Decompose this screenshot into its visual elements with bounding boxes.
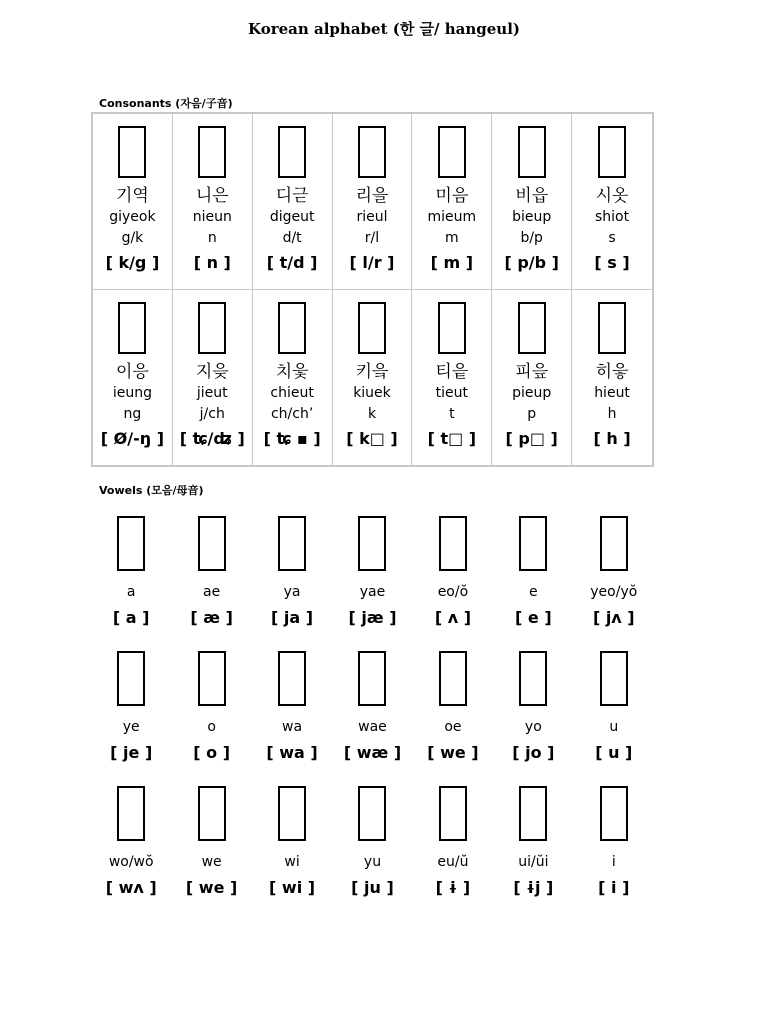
consonant-romanization: b/p [520,230,543,246]
missing-glyph-icon [439,651,467,706]
missing-glyph-icon [518,302,546,354]
missing-glyph-icon [198,302,226,354]
consonant-name: ieung [112,384,152,401]
missing-glyph-icon [438,302,466,354]
missing-glyph-icon [439,516,467,571]
vowel-ipa: [ je ] [110,743,153,762]
consonant-romanization: h [607,405,617,422]
missing-glyph-icon [278,786,306,841]
consonant-cell [333,290,413,466]
vowel-cell [332,516,412,629]
vowel-cell [493,786,573,899]
missing-glyph-icon [600,516,628,571]
consonant-cell [412,114,492,290]
vowel-romanization: we [201,854,222,870]
consonant-name: chieut [270,384,314,401]
vowel-cell [332,651,412,764]
consonant-romanization: j/ch [199,405,225,422]
vowel-ipa: [ ɨj ] [513,878,554,897]
vowel-cell [252,651,332,764]
vowel-ipa: [ ɨ ] [435,878,471,897]
missing-glyph-icon [600,786,628,841]
vowel-cell [574,651,654,764]
consonant-romanization: m [445,230,459,246]
missing-glyph-icon [117,651,145,706]
consonant-korean-name: 히읗 [595,361,629,382]
consonant-cell [173,114,253,290]
missing-glyph-icon [117,516,145,571]
consonant-name: hieut [594,384,630,401]
missing-glyph-icon [519,516,547,571]
consonant-romanization: r/l [364,230,380,246]
missing-glyph-icon [278,516,306,571]
consonant-ipa: [ p/b ] [504,253,559,272]
vowel-ipa: [ wʌ ] [105,878,157,897]
vowel-ipa: [ ju ] [351,878,394,897]
consonant-ipa: [ ʨ/ʥ ] [179,428,245,448]
consonant-ipa: [ n ] [193,253,231,272]
consonant-romanization: p [527,405,537,422]
consonant-cell [492,114,572,290]
vowel-romanization: eo/ŏ [437,584,469,600]
consonants-section-label: Consonants (자음/子音) [99,97,233,110]
consonant-cell [492,290,572,466]
vowel-ipa: [ wi ] [269,878,316,897]
vowel-cell [91,786,171,899]
missing-glyph-icon [358,302,386,354]
missing-glyph-icon [278,126,306,178]
vowel-romanization: i [611,854,616,870]
vowel-row [91,516,654,629]
vowel-row [91,786,654,899]
vowel-cell [413,516,493,629]
vowel-cell [332,786,412,899]
consonant-ipa: [ t/d ] [266,253,318,272]
consonant-ipa: [ t□ ] [427,428,477,448]
consonant-ipa: [ Ø/-ŋ ] [100,428,165,448]
vowel-ipa: [ jæ ] [348,608,397,627]
vowel-cell [493,516,573,629]
consonant-name: mieum [427,209,477,225]
vowel-romanization: ae [203,584,221,600]
vowel-ipa: [ wæ ] [343,743,402,762]
consonant-ipa: [ h ] [593,428,631,448]
vowel-romanization: yo [524,719,542,735]
missing-glyph-icon [358,651,386,706]
vowel-cell [574,786,654,899]
consonant-cell [173,290,253,466]
consonant-romanization: g/k [121,230,144,246]
missing-glyph-icon [198,786,226,841]
consonant-ipa: [ s ] [594,253,630,272]
consonant-romanization: n [207,230,217,246]
missing-glyph-icon [198,126,226,178]
consonant-table [91,112,654,467]
missing-glyph-icon [358,786,386,841]
missing-glyph-icon [198,651,226,706]
vowel-romanization: a [126,584,136,600]
consonant-cell [93,114,173,290]
missing-glyph-icon [278,651,306,706]
vowel-romanization: yeo/yŏ [590,584,638,600]
vowel-romanization: wo/wŏ [108,854,154,870]
missing-glyph-icon [600,651,628,706]
consonant-korean-name: 기역 [115,186,149,206]
vowel-romanization: eu/ŭ [437,854,469,870]
vowel-ipa: [ ʌ ] [434,608,472,627]
missing-glyph-icon [438,126,466,178]
consonant-name: tieut [435,384,469,401]
consonant-korean-name: 이응 [115,361,149,382]
vowel-cell [171,651,251,764]
consonant-romanization: s [608,230,616,246]
consonant-cell [253,290,333,466]
consonant-name: pieup [512,384,552,401]
consonant-romanization: ng [123,405,142,422]
vowel-romanization: oe [444,719,462,735]
vowels-section-label: Vowels (모음/母音) [99,484,204,497]
vowel-ipa: [ e ] [515,608,552,627]
consonant-ipa: [ p□ ] [505,428,558,448]
consonant-cell [572,290,652,466]
consonant-cell [412,290,492,466]
vowel-cell [252,516,332,629]
vowel-cell [413,651,493,764]
consonant-cell [93,290,173,466]
vowel-romanization: ya [283,584,301,600]
vowel-cell [574,516,654,629]
missing-glyph-icon [117,786,145,841]
consonant-name: nieun [192,209,232,225]
vowel-ipa: [ wa ] [266,743,318,762]
vowel-row [91,651,654,764]
consonant-korean-name: 지읒 [195,361,229,382]
vowel-cell [413,786,493,899]
vowel-romanization: wae [358,719,387,735]
vowel-romanization: yu [363,854,382,870]
consonant-korean-name: 리을 [355,186,389,206]
consonant-korean-name: 치읓 [275,361,309,382]
consonant-romanization: d/t [282,230,302,246]
consonant-name: kiuek [353,384,391,401]
missing-glyph-icon [118,302,146,354]
consonant-cell [572,114,652,290]
consonant-name: shiot [595,209,630,225]
page-title: Korean alphabet (한 글/ hangeul) [248,20,520,38]
vowel-cell [171,516,251,629]
vowel-ipa: [ ja ] [271,608,314,627]
vowel-romanization: yae [359,584,386,600]
consonant-cell [253,114,333,290]
consonant-cell [333,114,413,290]
vowel-romanization: wa [282,719,303,735]
vowel-ipa: [ o ] [193,743,231,762]
missing-glyph-icon [278,302,306,354]
consonant-name: bieup [512,209,552,225]
vowel-ipa: [ a ] [112,608,150,627]
vowel-romanization: wi [284,854,300,870]
missing-glyph-icon [358,126,386,178]
consonant-name: jieut [196,384,228,401]
consonant-ipa: [ k□ ] [346,428,398,448]
missing-glyph-icon [518,126,546,178]
consonant-korean-name: 미음 [435,186,469,206]
missing-glyph-icon [598,302,626,354]
vowel-romanization: ui/ŭi [518,854,549,870]
consonant-korean-name: 디귿 [275,186,309,206]
consonant-korean-name: 시옷 [595,186,629,206]
missing-glyph-icon [439,786,467,841]
consonant-romanization: t [449,405,455,422]
consonant-romanization: k [367,405,377,422]
vowel-cell [91,516,171,629]
consonant-korean-name: 피읖 [515,361,549,382]
consonant-name: giyeok [109,209,156,225]
missing-glyph-icon [358,516,386,571]
consonant-korean-name: 키읔 [355,361,389,382]
consonant-korean-name: 니은 [195,186,229,206]
missing-glyph-icon [519,651,547,706]
consonant-korean-name: 티읕 [435,361,469,382]
consonant-name: rieul [356,209,388,225]
vowel-ipa: [ jʌ ] [592,608,635,627]
missing-glyph-icon [519,786,547,841]
vowel-ipa: [ we ] [185,878,238,897]
consonant-name: digeut [269,209,315,225]
vowel-cell [493,651,573,764]
consonant-ipa: [ k/g ] [105,253,160,272]
vowel-romanization: ye [122,719,140,735]
missing-glyph-icon [198,516,226,571]
vowel-ipa: [ i ] [598,878,630,897]
vowel-cell [171,786,251,899]
consonant-romanization: ch/ch’ [270,405,314,422]
vowel-romanization: o [207,719,216,735]
vowel-ipa: [ we ] [427,743,479,762]
vowel-cell [252,786,332,899]
consonant-korean-name: 비읍 [515,186,549,206]
vowel-ipa: [ u ] [595,743,633,762]
vowel-ipa: [ jo ] [512,743,555,762]
missing-glyph-icon [118,126,146,178]
consonant-ipa: [ ʨ ▪ ] [263,428,321,448]
consonant-ipa: [ m ] [430,253,474,272]
vowel-romanization: u [609,719,619,735]
missing-glyph-icon [598,126,626,178]
vowel-romanization: e [529,584,538,600]
consonant-ipa: [ l/r ] [349,253,395,272]
vowel-ipa: [ æ ] [190,608,233,627]
vowel-cell [91,651,171,764]
